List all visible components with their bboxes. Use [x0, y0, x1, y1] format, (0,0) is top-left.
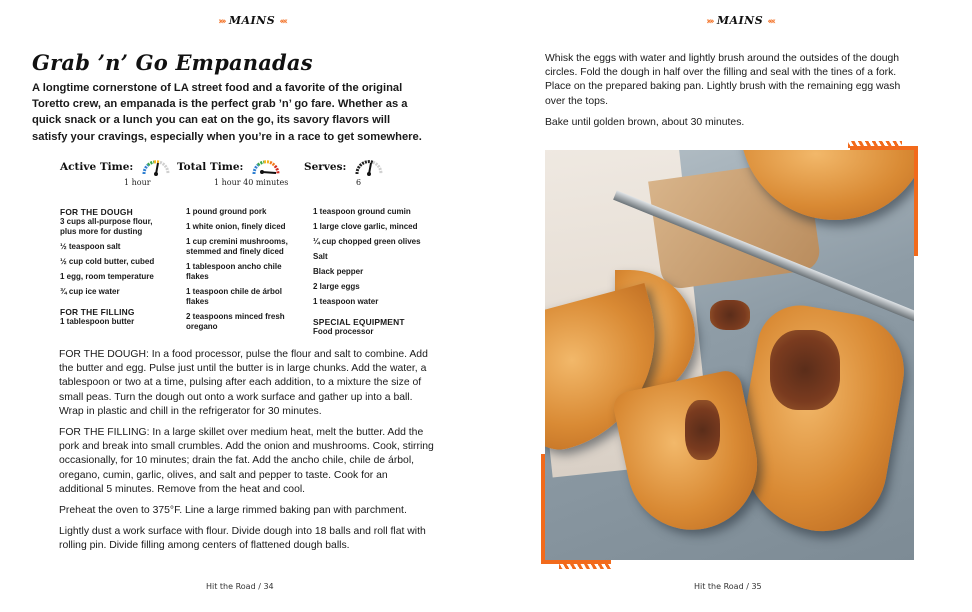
chevrons-right-icon: ›››› — [706, 17, 713, 27]
right-page — [486, 0, 972, 612]
accent-stripes — [559, 562, 611, 569]
instruction-step: Whisk the eggs with water and lightly brush around the outsides of the dough circles. Fold the dough in half over the filling and seal with the tines of a fork. Place on the prepared baking pan. Lightly brush with the remaining egg wash over the tops. — [545, 53, 901, 107]
active-time-label: Active Time: — [60, 160, 134, 173]
ingredient-item: ½ cup cold butter, cubed — [60, 257, 155, 266]
instruction-step: FOR THE FILLING: In a large skillet over medium heat, melt the butter. Add the pork and break into small crumbles. Add the onion and mushrooms. Cook, stirring occasionally, for 10 minutes; drain the fat. Add the ancho chile, chile de árbol, oregano, cumin, garlic, olives, and salt and pepper to taste. Cook for an additional 5 minutes. Remove from the heat and cool. — [59, 427, 434, 495]
recipe-title: Grab ’n’ Go Empanadas — [32, 50, 313, 75]
ingredient-item: 1 egg, room temperature — [60, 272, 154, 281]
ingredient-item: 1 white onion, finely diced — [186, 222, 286, 231]
total-time-stat — [177, 156, 289, 187]
ingredients-column-3 — [313, 207, 431, 342]
equipment-item: Food processor — [313, 327, 374, 336]
instruction-step: Lightly dust a work surface with flour. Divide dough into 18 balls and roll flat with rolling pin. Divide filling among centers of flattened dough balls. — [59, 526, 426, 552]
ingredient-item: ¼ cup chopped green olives — [313, 237, 421, 246]
ingredient-item: ½ teaspoon salt — [60, 242, 121, 251]
dough-heading: FOR THE DOUGH — [60, 207, 133, 217]
filling-crumbs — [710, 300, 750, 330]
instruction-step: Preheat the oven to 375°F. Line a large rimmed baking pan with parchment. — [59, 505, 407, 517]
ingredient-item: 1 teaspoon chile de árbol flakes — [186, 287, 283, 306]
total-time-value: 1 hour 40 minutes — [214, 178, 289, 187]
ingredient-item: 1 teaspoon water — [313, 297, 379, 306]
filling-heading: FOR THE FILLING — [60, 307, 135, 317]
ingredient-item: 2 teaspoons minced fresh oregano — [186, 312, 285, 331]
ingredient-item: 1 tablespoon butter — [60, 317, 135, 326]
serves-label: Serves: — [304, 160, 347, 173]
active-time-value: 1 hour — [124, 178, 151, 187]
ingredient-item: 1 teaspoon ground cumin — [313, 207, 411, 216]
ingredient-item: Salt — [313, 252, 328, 261]
ingredients-column-2 — [186, 207, 298, 337]
active-time-stat — [60, 156, 172, 187]
accent-stripes — [848, 141, 902, 148]
filling — [685, 400, 720, 460]
ingredient-item: 1 tablespoon ancho chile flakes — [186, 262, 282, 281]
gauge-icon — [250, 158, 282, 176]
serves-value: 6 — [356, 178, 362, 187]
ingredient-item: ¾ cup ice water — [60, 287, 120, 296]
chevrons-left-icon: ‹‹‹‹ — [279, 17, 286, 27]
ingredient-item: 1 cup cremini mushrooms, stemmed and finely diced — [186, 237, 288, 256]
section-header — [172, 14, 332, 27]
instruction-step: Bake until golden brown, about 30 minutes. — [545, 116, 745, 128]
recipe-photo — [545, 150, 914, 560]
chevrons-left-icon: ‹‹‹‹ — [767, 17, 774, 27]
gauge-icon — [140, 158, 172, 176]
instructions-right — [545, 52, 917, 137]
recipe-intro: A longtime cornerstone of LA street food and a favorite of the original Toretto crew, an empanada is the perfect grab ’n’ go fare. Whether as a quick snack or a lunch you can eat on the go, its savory flavors will satisfy your cravings, especially when you’re in a race to get somewhere. — [32, 82, 422, 143]
ingredient-item: 2 large eggs — [313, 282, 360, 291]
ingredients-column-1 — [60, 207, 170, 332]
section-header-label: MAINS — [228, 14, 276, 27]
recipe-photo-frame — [545, 150, 914, 560]
gauge-icon — [353, 158, 385, 176]
accent-frame — [914, 146, 918, 256]
ingredient-item: Black pepper — [313, 267, 364, 276]
equipment-heading: SPECIAL EQUIPMENT — [313, 317, 405, 327]
serves-stat — [304, 156, 385, 187]
instruction-step: FOR THE DOUGH: In a food processor, pulse the flour and salt to combine. Add the butter and egg. Pulse just until the butter is in large chunks. Add the water, a tablespoon or two at a time, pulsing after each addition, to a mixture the size of small peas. Turn the dough out onto a work surface and gather up into a ball. Wrap in plastic and chill in the refrigerator for 30 minutes. — [59, 349, 428, 417]
page-footer: Hit the Road / 34 — [206, 582, 274, 591]
filling — [770, 330, 840, 410]
section-header-label: MAINS — [716, 14, 764, 27]
ingredient-item: 1 large clove garlic, minced — [313, 222, 418, 231]
total-time-label: Total Time: — [177, 160, 244, 173]
section-header — [660, 14, 820, 27]
ingredient-item: 3 cups all-purpose flour, plus more for dusting — [60, 217, 153, 236]
chevrons-right-icon: ›››› — [218, 17, 225, 27]
accent-frame — [541, 454, 545, 564]
page-footer: Hit the Road / 35 — [694, 582, 762, 591]
ingredient-item: 1 pound ground pork — [186, 207, 267, 216]
instructions-left — [59, 348, 434, 561]
